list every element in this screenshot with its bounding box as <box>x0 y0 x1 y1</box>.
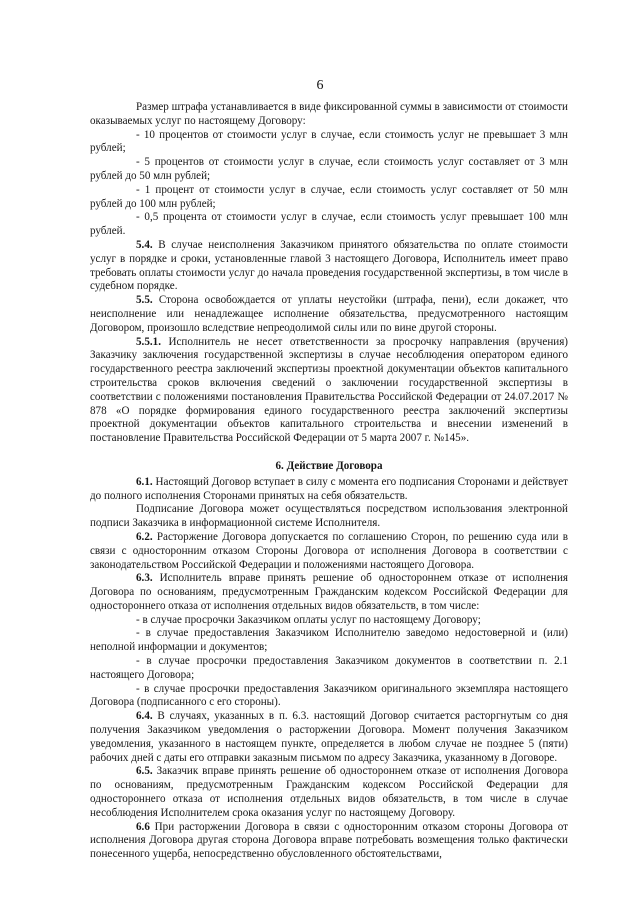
clause-number: 6.2. <box>136 530 153 543</box>
paragraph-text: В случаях, указанных в п. 6.3. настоящий Договор считается расторгнутым со дня получения Заказчиком уведомления о расторжении Договора. Момент получения Заказчиком уведомления, указанного в настоящем пункте, определяется в любом случае не позднее 5 (пяти) рабочих дней с даты его отправки заказным письмом по адресу Заказчика, указанному в Договоре. <box>90 710 568 764</box>
page-number: 6 <box>316 78 324 93</box>
clause-number: 5.4. <box>136 238 153 251</box>
paragraph-text: - 1 процент от стоимости услуг в случае, если стоимость услуг составляет от 50 млн рублей до 100 млн рублей; <box>90 183 568 210</box>
clause-paragraph <box>90 765 568 820</box>
paragraph <box>90 211 568 239</box>
clause-paragraph <box>90 294 568 335</box>
paragraph <box>90 184 568 212</box>
section-heading: 6. Действие Договора <box>275 459 383 472</box>
clause-number: 6.3. <box>136 572 153 585</box>
clause-paragraph <box>90 336 568 446</box>
clause-paragraph <box>90 476 568 504</box>
clause-number: 5.5. <box>136 294 153 307</box>
paragraph-text: Сторона освобождается от уплаты неустойки (штрафа, пени), если докажет, что неисполнение или ненадлежащее исполнение обязательства, предусмотренного настоящим Договором, произошло вследствие непреодолимой силы или по вине другой стороны. <box>90 294 568 334</box>
clause-paragraph <box>90 239 568 294</box>
clause-number: 6.6 <box>136 820 150 833</box>
paragraph-text: При расторжении Договора в связи с односторонним отказом стороны Договора от исполнения Договора другая сторона Договора вправе потребовать возмещения только фактически понесенного ущерба, непосредственно обусловленного обстоятельствами, <box>90 820 568 861</box>
paragraph <box>90 614 568 628</box>
paragraph <box>90 683 568 711</box>
clause-number: 6.4. <box>136 710 153 723</box>
paragraph-text: - в случае предоставления Заказчиком Исполнителю заведомо недостоверной и (или) неполной информации и документов; <box>90 627 568 654</box>
clause-paragraph <box>90 821 568 862</box>
paragraph <box>90 503 568 531</box>
clause-number: 6.1. <box>136 475 153 488</box>
paragraph-text: Настоящий Договор вступает в силу с момента его подписания Сторонами и действует до полного исполнения Сторонами принятых на себя обязательств. <box>90 475 568 502</box>
paragraph <box>90 627 568 655</box>
paragraph <box>90 655 568 683</box>
paragraph-text: Исполнитель вправе принять решение об одностороннем отказе от исполнения Договора по основаниям, предусмотренным Гражданским кодексом Российской Федерации для одностороннего отказа от исполнения отдельных видов обязательств, в том числе: <box>90 572 568 612</box>
clause-paragraph <box>90 710 568 765</box>
clause-paragraph <box>90 572 568 613</box>
paragraph <box>90 156 568 184</box>
paragraph-text: - в случае просрочки предоставления Заказчиком документов в соответствии п. 2.1 настоящего Договора; <box>90 655 568 681</box>
clause-number: 5.5.1. <box>136 335 161 348</box>
paragraph-text: Заказчик вправе принять решение об одностороннем отказе от исполнения Договора по основаниям, предусмотренным Гражданским кодексом Российской Федерации для одностороннего отказа от исполнения отдельных видов обязательств, в том числе в случае несоблюдения Исполнителем срока оказания услуг по настоящему Договору. <box>90 765 568 819</box>
paragraph-text: - в случае просрочки предоставления Заказчиком оригинального экземпляра настоящего Договора (подписанного с его стороны). <box>90 682 568 709</box>
paragraph-text: Расторжение Договора допускается по соглашению Сторон, по решению суда или в связи с односторонним отказом Стороны Договора от исполнения Договора в соответствии с законодательством Российской Федерации и положениями настоящего Договора. <box>90 530 568 571</box>
paragraph <box>90 129 568 157</box>
paragraph-text: - 0,5 процента от стоимости услуг в случае, если стоимость услуг превышает 100 млн рублей. <box>90 211 568 238</box>
paragraph-text: - 5 процентов от стоимости услуг в случае, если стоимость услуг составляет от 3 млн рублей до 50 млн рублей; <box>90 156 568 182</box>
paragraph-text: Исполнитель не несет ответственности за просрочку направления (вручения) Заказчику заключения государственной экспертизы в случае несоблюдения оператором единого государственного реестра заключений экспертизы проектной документации объектов капитального строительства сроков включения сведений о заключении государственной экспертизы в соответствии с положениями постановления Правительства Российской Федерации от 24.07.2017 № 878 «О порядке формирования единого государственного реестра заключений экспертизы проектной документации объектов капитального строительства и внесении изменений в постановление Правительства Российской Федерации от 5 марта 2007 г. №145». <box>90 335 568 445</box>
paragraph <box>90 101 568 129</box>
paragraph-text: - 10 процентов от стоимости услуг в случае, если стоимость услуг не превышает 3 млн рублей; <box>90 128 568 155</box>
paragraph-text: Подписание Договора может осуществляться посредством использования электронной подписи Заказчика в информационной системе Исполнителя. <box>90 503 568 530</box>
paragraph-text: В случае неисполнения Заказчиком принятого обязательства по оплате стоимости услуг в порядке и сроки, установленные главой 3 настоящего Договора, Исполнитель имеет право требовать оплаты стоимости услуг до начала проведения государственной экспертизы, в том числе в судебном порядке. <box>90 238 568 293</box>
paragraph-text: Размер штрафа устанавливается в виде фиксированной суммы в зависимости от стоимости оказываемых услуг по настоящему Договору: <box>90 101 568 127</box>
paragraph-text: - в случае просрочки Заказчиком оплаты услуг по настоящему Договору; <box>136 613 481 626</box>
document-body <box>90 101 568 862</box>
clause-paragraph <box>90 531 568 572</box>
clause-number: 6.5. <box>136 765 153 778</box>
